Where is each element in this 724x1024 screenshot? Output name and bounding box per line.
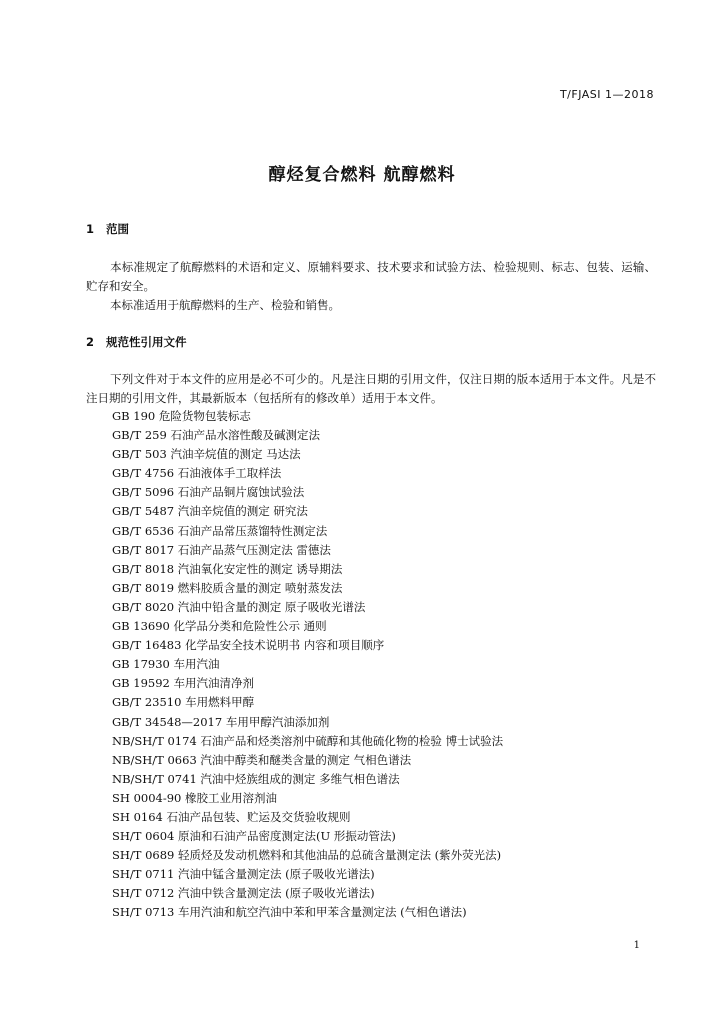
section-1-heading	[86, 221, 129, 237]
reference-list	[112, 407, 503, 923]
document-title: 醇烃复合燃料 航醇燃料	[268, 165, 456, 185]
reference-item: NB/SH/T 0174 石油产品和烃类溶剂中硫醇和其他硫化物的检验 博士试验法	[112, 733, 504, 748]
reference-item: SH/T 0712 汽油中铁含量测定法 (原子吸收光谱法)	[112, 886, 375, 901]
reference-item: SH/T 0689 轻质烃及发动机燃料和其他油品的总硫含量测定法 (紫外荧光法)	[112, 848, 502, 863]
standard-code: T/FJASI 1—2018	[559, 88, 654, 101]
reference-item: GB 13690 化学品分类和危险性公示 通则	[112, 619, 327, 634]
reference-item: GB/T 259 石油产品水溶性酸及碱测定法	[112, 428, 320, 443]
page-number: 1	[633, 940, 640, 951]
reference-item: GB/T 34548—2017 车用甲醇汽油添加剂	[112, 714, 330, 729]
reference-item: GB/T 8020 汽油中铅含量的测定 原子吸收光谱法	[112, 599, 366, 614]
section-title: 范围	[106, 222, 129, 236]
reference-item: GB/T 503 汽油辛烷值的测定 马达法	[112, 447, 301, 462]
section-number: 2	[86, 335, 95, 349]
reference-item: SH/T 0711 汽油中锰含量测定法 (原子吸收光谱法)	[112, 867, 375, 882]
reference-item: GB/T 8018 汽油氧化安定性的测定 诱导期法	[112, 561, 343, 576]
section-title: 规范性引用文件	[106, 335, 187, 349]
reference-item: GB 19592 车用汽油清净剂	[112, 676, 255, 691]
reference-item: GB/T 4756 石油液体手工取样法	[112, 466, 282, 481]
reference-item: NB/SH/T 0741 汽油中烃族组成的测定 多维气相色谱法	[112, 771, 400, 786]
normative-references-intro: 下列文件对于本文件的应用是必不可少的。凡是注日期的引用文件，仅注日期的版本适用于本文件。凡是不注日期的引用文件，其最新版本（包括所有的修改单）适用于本文件。	[86, 372, 656, 405]
reference-item: GB/T 16483 化学品安全技术说明书 内容和项目顺序	[112, 638, 385, 653]
reference-item: GB/T 8017 石油产品蒸气压测定法 雷德法	[112, 542, 331, 557]
scope-paragraph-2: 本标准适用于航醇燃料的生产、检验和销售。	[110, 298, 340, 312]
reference-item: SH 0004-90 橡胶工业用溶剂油	[112, 790, 278, 805]
reference-item: NB/SH/T 0663 汽油中醇类和醚类含量的测定 气相色谱法	[112, 752, 412, 767]
reference-item: SH 0164 石油产品包装、贮运及交货验收规则	[112, 809, 351, 824]
reference-item: GB/T 5487 汽油辛烷值的测定 研究法	[112, 504, 308, 519]
reference-item: GB/T 23510 车用燃料甲醇	[112, 695, 255, 710]
reference-item: SH/T 0604 原油和石油产品密度测定法(U 形振动管法)	[112, 829, 396, 844]
section-2-heading	[86, 334, 187, 350]
reference-item: GB/T 5096 石油产品铜片腐蚀试验法	[112, 485, 305, 500]
reference-item: SH/T 0713 车用汽油和航空汽油中苯和甲苯含量测定法 (气相色谱法)	[112, 905, 467, 920]
reference-item: GB/T 6536 石油产品常压蒸馏特性测定法	[112, 523, 328, 538]
scope-paragraph-1: 本标准规定了航醇燃料的术语和定义、原辅料要求、技术要求和试验方法、检验规则、标志、包装、运输、贮存和安全。	[86, 260, 656, 293]
section-number: 1	[86, 222, 95, 236]
reference-item: GB 190 危险货物包装标志	[112, 409, 251, 423]
reference-item: GB/T 8019 燃料胶质含量的测定 喷射蒸发法	[112, 580, 343, 595]
reference-item: GB 17930 车用汽油	[112, 657, 220, 672]
